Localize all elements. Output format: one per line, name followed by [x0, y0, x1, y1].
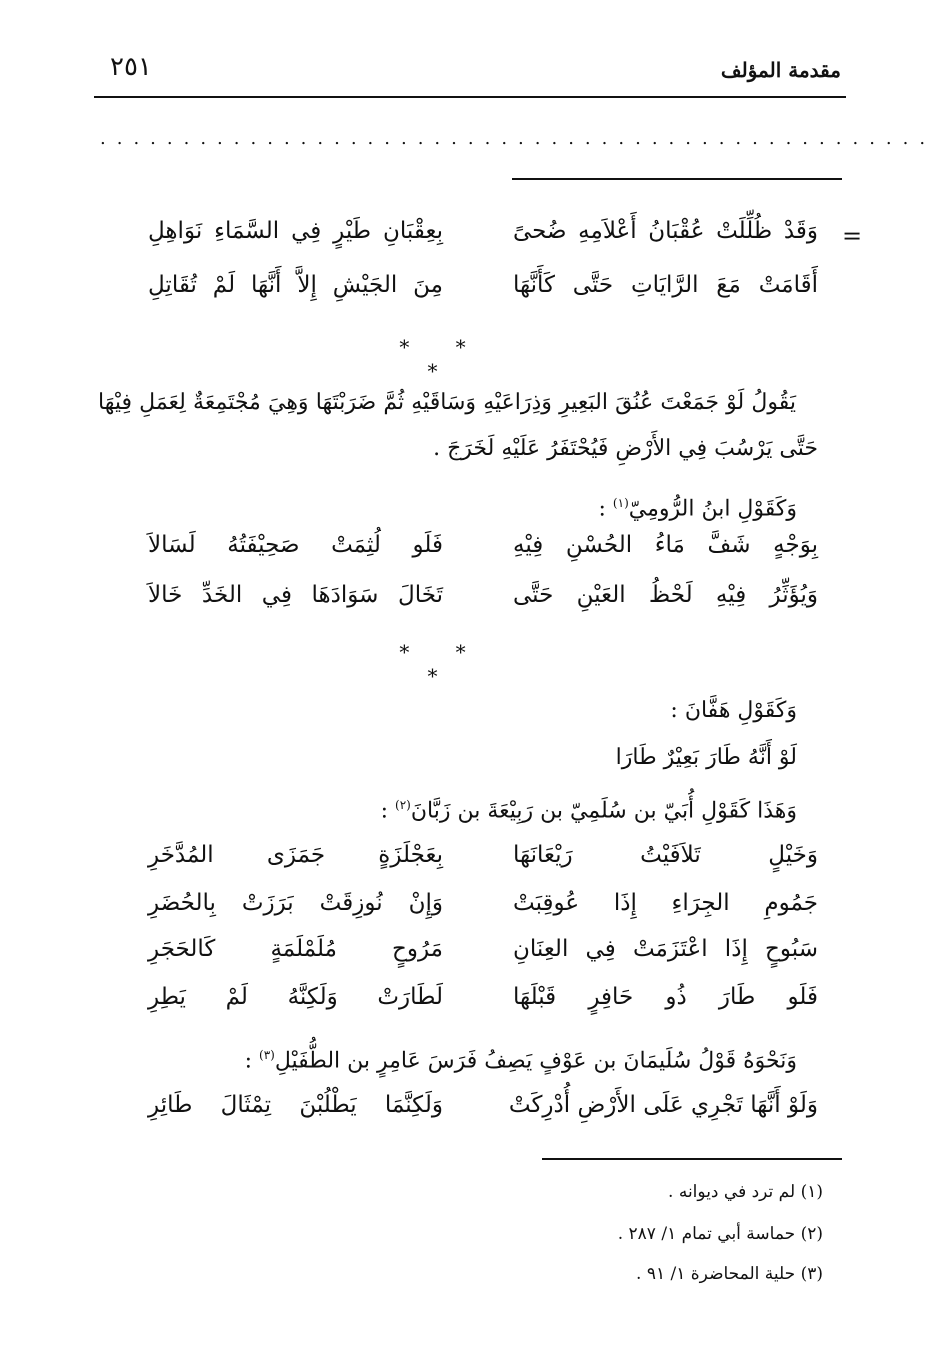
verse-hemistich-left: مِنَ الجَيْشِ إِلاَّ أَنَّهَا لَمْ تُقَاتِلِ [148, 272, 443, 298]
footnote: (٣) حلية المحاضرة ١/ ٩١ . [636, 1264, 823, 1284]
verse-hemistich-left: وَلَكِنَّمَا يَطْلُبْنَ تِمْثَالَ طَائِرِ [148, 1092, 443, 1118]
quote-intro: وَكَقَوْلِ هَفَّانَ : [670, 698, 797, 723]
quote-intro-text: وَكَقَوْلِ ابنُ الرُّومِيّ [628, 496, 797, 522]
page-number: ٢٥١ [110, 52, 152, 82]
quote-intro-end: : [598, 496, 613, 522]
continuation-rule [512, 178, 842, 180]
verse-hemistich-right: بِوَجْهٍ شَفَّ مَاءُ الحُسْنِ فِيْهِ [513, 532, 818, 558]
footnote-rule [542, 1158, 842, 1160]
verse-hemistich-right: وَلَوْ أَنَّهَا تَجْرِي عَلَى الأَرْضِ أُدْرِكَتْ [508, 1092, 818, 1118]
verse-hemistich-right: أَقَامَتْ مَعَ الرَّايَاتِ حَتَّى كَأَنَّهَا [513, 272, 818, 298]
quoted-line: لَوْ أَنَّهُ طَارَ بَعِيْرٌ طَارَا [615, 745, 797, 770]
footnote: (١) لم ترد في ديوانه . [668, 1182, 823, 1202]
verse-hemistich-left: مَرُوحٍ مُلَمْلَمَةٍ كَالحَجَرِ [148, 936, 443, 962]
header-rule [94, 96, 846, 98]
prose-text: يَقُولُ لَوْ جَمَعْتَ عُنُقَ البَعِيرِ وَذِرَاعَيْهِ وَسَاقَيْهِ ثُمَّ ضَرَبْتَهَا وَهِيَ مُجْتَمِعَةٌ لِعَمَلِ فِيْهَا حَتَّى يَرْسُبَ فِي الأَرْضِ فَيُحْتَفَرُ عَلَيْهِ لَخَرَجَ . [98, 390, 818, 461]
footnote-ref: (٣) [259, 1048, 275, 1062]
verse-hemistich-right: جَمُومِ الجِرَاءِ إِذَا عُوقِبَتْ [513, 890, 818, 916]
verse-hemistich-left: فَلَو لُثِمَتْ صَحِيْفَتُهُ لَسَالاَ [148, 532, 443, 558]
header-title: مقدمة المؤلف [720, 58, 841, 82]
quote-intro [599, 480, 797, 532]
dotted-separator: .................................................. [100, 128, 936, 149]
verse-hemistich-right: سَبُوحٍ إِذَا اعْتَزَمَتْ فِي العِنَانِ [513, 936, 818, 962]
verse-hemistich-right: وَقَدْ ظُلِّلَتْ عُقْبَانُ أَعْلاَمِهِ ضُحىً [513, 218, 818, 244]
section-stars: * * * [399, 335, 486, 383]
verse-hemistich-left: تَخَالَ سَوَادَهَا فِي الخَدِّ خَالاَ [148, 582, 443, 608]
quote-intro [245, 1032, 797, 1084]
continuation-mark: = [842, 222, 863, 250]
verse-hemistich-left: بِعَجْلَزَةٍ جَمَزَى المُدَّخَرِ [148, 842, 443, 868]
quote-intro-end: : [244, 1048, 260, 1074]
verse-hemistich-left: لَطَارَتْ وَلَكِنَّهُ لَمْ يَطِرِ [148, 984, 443, 1010]
quote-intro-text: وَهَذَا كَقَوْلِ أُبَيّ بن سُلَمِيّ بن رَبِيْعَةَ بن زَبَّانَ [410, 798, 797, 824]
verse-hemistich-left: بِعِقْبَانِ طَيْرٍ فِي السَّمَاءِ نَوَاهِلِ [148, 218, 443, 244]
prose-paragraph [98, 380, 818, 472]
section-stars: * * * [399, 640, 486, 688]
verse-hemistich-left: وَإِنْ نُوزِقَتْ بَرَزَتْ بِالحُضَرِ [148, 890, 443, 916]
quote-intro-end: : [380, 798, 396, 824]
quote-intro [381, 782, 797, 834]
verse-hemistich-right: وَيُؤَثِّرُ فِيْهِ لَحْظُ العَيْنِ حَتَّى [513, 582, 818, 608]
quote-intro-text: وَنَحْوَهُ قَوْلُ سُلَيمَانَ بن عَوْفٍ يَصِفُ فَرَسَ عَامِرٍ بن الطُّفَيْلِ [274, 1048, 797, 1074]
footnote-ref: (٢) [395, 798, 411, 812]
footnote-ref: (١) [612, 496, 629, 510]
verse-hemistich-right: وَخَيْلٍ تَلاَفَيْتُ رَيْعَانَهَا [513, 842, 818, 868]
verse-hemistich-right: فَلَو طَارَ ذُو حَافِرٍ قَبْلَهَا [513, 984, 818, 1010]
footnote: (٢) حماسة أبي تمام ١/ ٢٨٧ . [617, 1224, 823, 1244]
